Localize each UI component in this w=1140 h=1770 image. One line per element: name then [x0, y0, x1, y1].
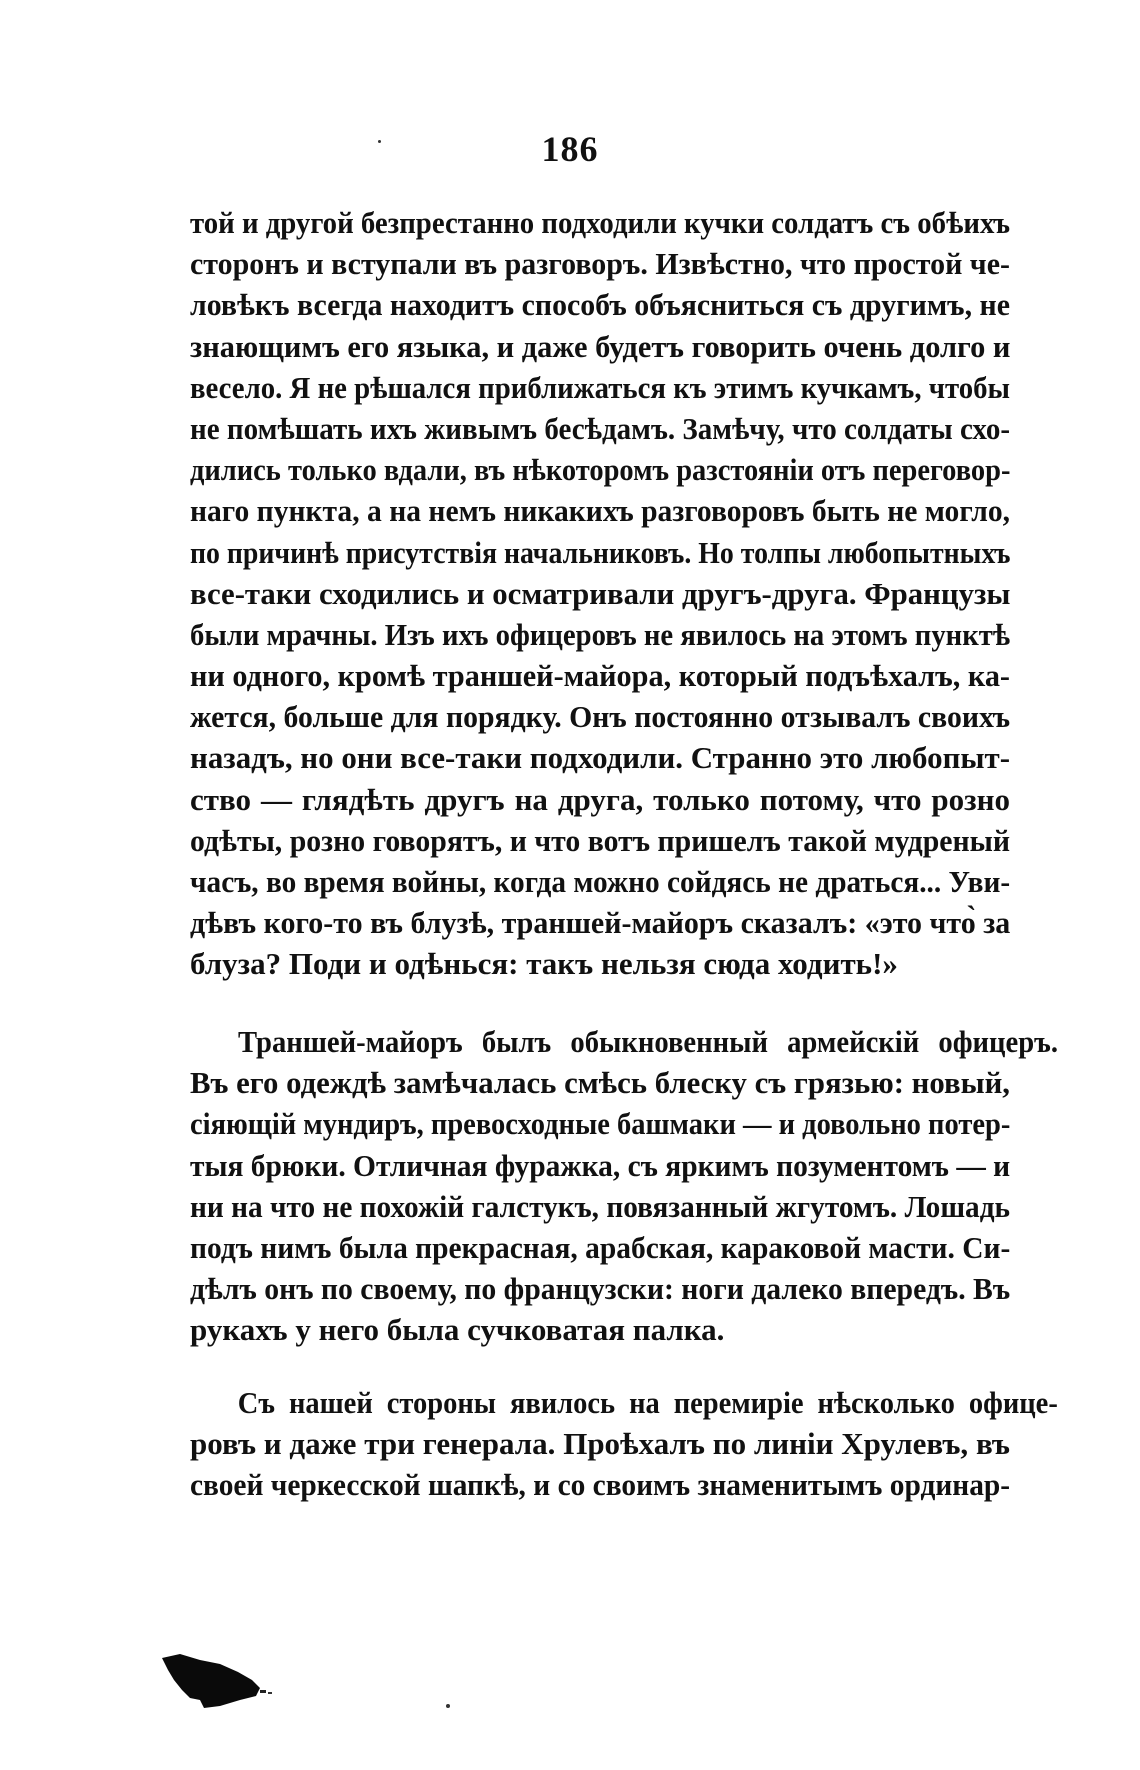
text-line: сторонъ и вступали въ разговоръ. Извѣстно, что простой че- — [190, 246, 1010, 282]
paragraph-1 — [190, 202, 1010, 985]
text-line: весело. Я не рѣшался приближаться къ этимъ кучкамъ, чтобы — [190, 369, 1011, 405]
text-line: той и другой безпрестанно подходили кучки солдатъ съ обѣихъ — [190, 205, 1011, 240]
text-line: Въ его одеждѣ замѣчалась смѣсь блеску съ грязью: новый, — [190, 1065, 1010, 1101]
text-line: по причинѣ присутствія начальниковъ. Но толпы любопытныхъ — [190, 534, 1011, 570]
text-line: Съ нашей стороны явилось на перемиріе нѣсколько офице- — [237, 1385, 1058, 1420]
text-line: были мрачны. Изъ ихъ офицеровъ не явилось на этомъ пунктѣ — [190, 616, 1010, 652]
ink-blot — [160, 1650, 280, 1710]
text-line: ровъ и даже три генерала. Проѣхалъ по линіи Хрулевъ, въ — [190, 1426, 1010, 1462]
text-line: часъ, во время войны, когда можно сойдясь не драться... Уви- — [190, 864, 1011, 899]
page-number: 186 — [541, 129, 599, 169]
text-line: подъ нимъ была прекрасная, арабская, караковой масти. Си- — [190, 1229, 1011, 1265]
text-line: блуза? Поди и одѣнься: такъ нельзя сюда ходить!» — [190, 946, 898, 982]
text-line: дились только вдали, въ нѣкоторомъ разстояніи отъ переговор- — [190, 452, 1011, 488]
text-line: ловѣкъ всегда находитъ способъ объясниться съ другимъ, не — [190, 287, 1010, 323]
ink-speck — [378, 140, 381, 143]
ink-speck — [446, 1704, 450, 1708]
text-line: все-таки сходились и осматривали другъ-друга. Французы — [190, 575, 1010, 611]
paragraph-3 — [190, 1382, 1058, 1506]
text-line: назадъ, но они все-таки подходили. Странно это любопыт- — [190, 740, 1011, 776]
text-line: не помѣшать ихъ живымъ бесѣдамъ. Замѣчу, что солдаты схо- — [190, 410, 1011, 446]
text-line: ство — глядѣть другъ на друга, только потому, что розно — [190, 781, 1010, 817]
text-line: тыя брюки. Отличная фуражка, съ яркимъ позументомъ — и — [190, 1147, 1011, 1183]
text-line: одѣты, розно говорятъ, и что вотъ пришелъ такой мудреный — [190, 822, 1011, 858]
text-line: дѣлъ онъ по своему, по французски: ноги далеко впередъ. Въ — [190, 1271, 1010, 1307]
text-line: дѣвъ кого-то въ блузѣ, траншей-майоръ сказалъ: «это что̀ за — [190, 905, 1011, 941]
text-line: Траншей-майоръ былъ обыкновенный армейскій офицеръ. — [238, 1024, 1058, 1059]
text-line: ни на что не похожій галстукъ, повязанный жгутомъ. Лошадь — [190, 1188, 1010, 1224]
text-line: рукахъ у него была сучковатая палка. — [190, 1312, 725, 1348]
text-line: своей черкесской шапкѣ, и со своимъ знаменитымъ ординар- — [190, 1467, 1011, 1503]
text-line: сіяющій мундиръ, превосходные башмаки — и довольно потер- — [190, 1106, 1011, 1142]
text-line: знающимъ его языка, и даже будетъ говорить очень долго и — [190, 328, 1011, 364]
text-line: ни одного, кромѣ траншей-майора, который подъѣхалъ, ка- — [190, 658, 1010, 694]
text-line: жется, больше для порядку. Онъ постоянно отзывалъ своихъ — [190, 699, 1011, 735]
paragraph-2 — [190, 1021, 1058, 1351]
text-line: наго пункта, а на немъ никакихъ разговоровъ быть не могло, — [190, 493, 1011, 529]
